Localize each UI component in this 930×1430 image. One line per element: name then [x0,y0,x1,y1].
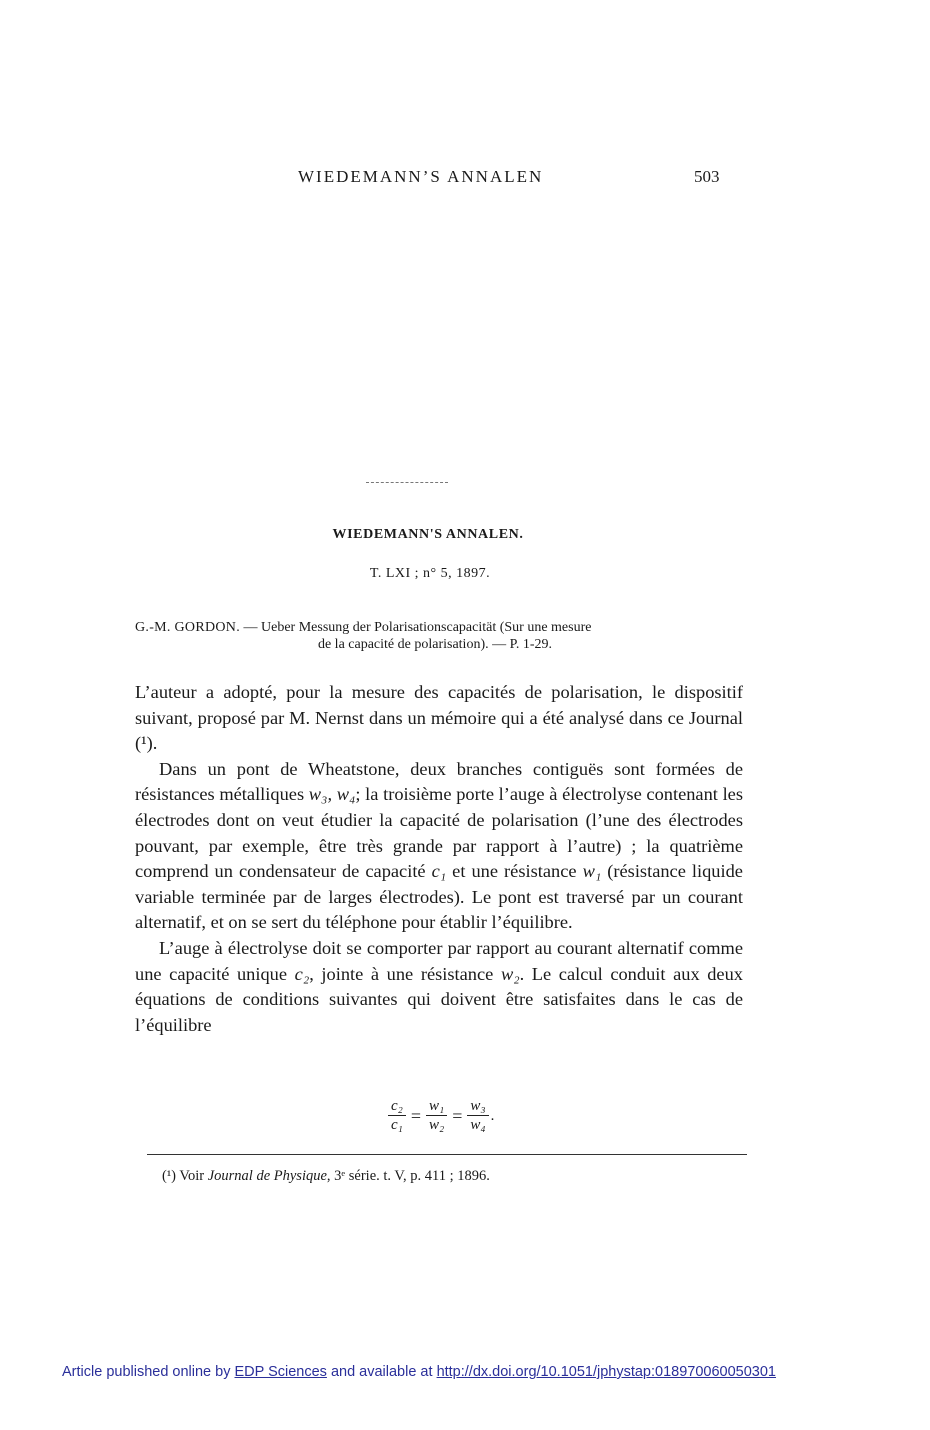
fraction [426,1098,447,1134]
numerator: w₁ [426,1098,447,1116]
running-title: WIEDEMANN’S ANNALEN [298,167,544,186]
fraction [467,1098,488,1134]
math-symbol: c₂ [294,963,310,984]
fraction [388,1098,406,1134]
equation-period: . [490,1107,495,1124]
text-span: . Le calcul conduit aux deux équations de conditions suivantes qui doivent être satisfaites dans le cas de l’équilibre [135,963,743,1035]
notice-text: and available at [326,1364,437,1380]
equals-sign: = [410,1105,422,1126]
journal-name: Journal de Physique [207,1168,327,1184]
denominator: w₂ [429,1117,445,1133]
text-span: Dans un pont de Wheatstone, deux branches contiguës sont formées de résistances métalliques [135,758,743,805]
entry-author: G.-M. GORDON. [135,620,241,635]
page-number: 503 [694,167,720,186]
footnote-rule [147,1154,747,1155]
footnote-mark: (¹) [162,1168,177,1184]
separator-rule [366,482,448,483]
entry-title-line2: de la capacité de polarisation). — P. 1-29. [317,637,553,652]
article-body [135,680,743,1038]
paragraph-3 [135,936,743,1038]
denominator: w₄ [470,1117,486,1133]
paragraph-2 [135,757,743,936]
text-span: et une résistance [446,861,583,882]
text-span: ; la troisième porte l’auge à électrolyse contenant les électrodes dont on veut étudier la capacité de polarisation (l’une des électrodes pouvant, par exemple, être très grande par rapport à l’autre) ; la quatrième comprend un condensateur de capacité [135,784,743,882]
text-span: L’auge à électrolyse doit se comporter par rapport au courant alternatif comme une capacité unique [135,937,743,984]
paragraph-1: L’auteur a adopté, pour la mesure des capacités de polarisation, le dispositif suivant, proposé par M. Nernst dans un mémoire qui a été analysé dans ce Journal (¹). [135,682,743,754]
footnote [162,1168,490,1185]
math-symbol: c₁ [431,861,447,882]
equilibrium-equation [386,1098,494,1134]
issue-line: T. LXI ; n° 5, 1897. [369,566,491,581]
doi-link[interactable]: http://dx.doi.org/10.1051/jphystap:018970060050301 [436,1364,776,1380]
text-span: (résistance liquide variable terminée par de larges électrodes). Le pont est traversé par un courant alternatif, et on se sert du téléphone pour établir l’équilibre. [135,861,743,933]
publisher-link[interactable]: EDP Sciences [234,1364,327,1380]
math-symbol: w₁ [582,861,602,882]
publication-notice [62,1364,776,1380]
math-symbol: w₂ [500,963,520,984]
equals-sign: = [452,1105,463,1126]
denominator: c₁ [391,1117,403,1133]
notice-text: Article published online by [62,1364,235,1380]
text-span: Voir [176,1168,208,1184]
numerator: c₂ [388,1098,406,1116]
journal-title: WIEDEMANN'S ANNALEN. [332,527,524,542]
entry-title-line1: — Ueber Messung der Polarisationscapacität (Sur une mesure [240,620,592,635]
text-span: , jointe à une résistance [309,963,501,984]
article-entry [135,619,735,653]
numerator: w₃ [467,1098,488,1116]
math-symbol: w₃, w₄ [308,784,356,805]
text-span: , 3ᵉ série. t. V, p. 411 ; 1896. [326,1168,490,1184]
